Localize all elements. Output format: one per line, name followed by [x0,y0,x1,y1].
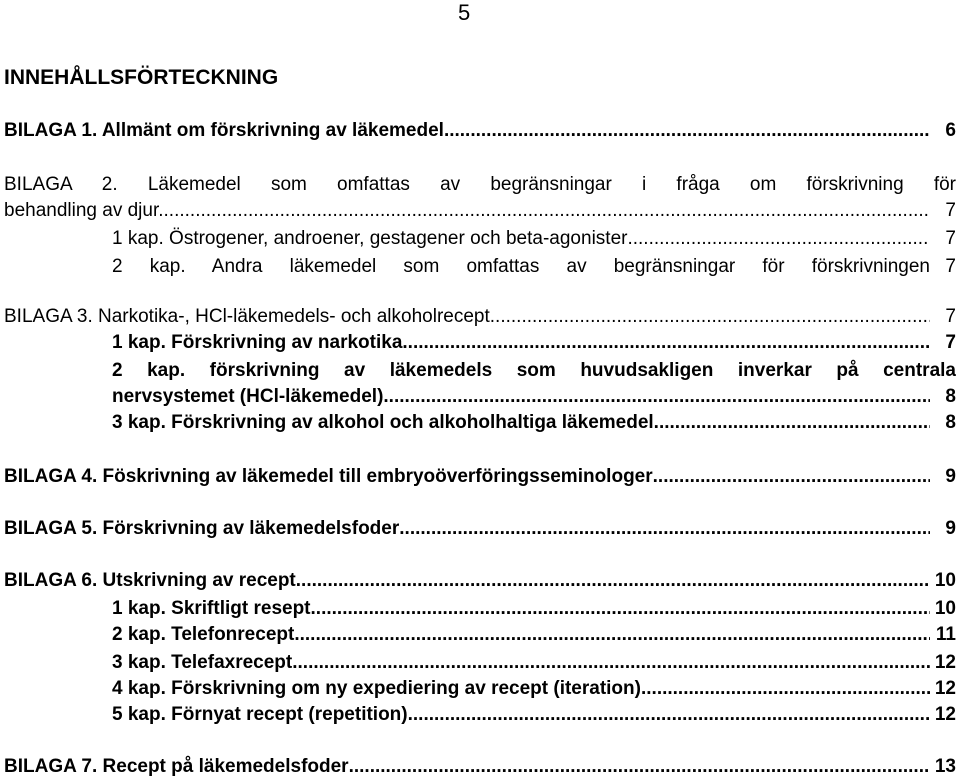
toc-entry-page: 7 [945,256,956,277]
toc-entry-bilaga-6-kap-1[interactable] [4,596,956,622]
toc-entry-page: 12 [934,678,956,699]
dot-leader [490,304,930,330]
toc-entry-page: 8 [945,386,956,407]
toc-entry-page: 11 [935,624,956,645]
toc-entry-label: 1 kap. Förskrivning av narkotika [112,332,403,353]
toc-entry-bilaga-3[interactable] [4,304,956,330]
toc-entry-label: BILAGA 6. Utskrivning av recept [4,570,296,591]
toc-entry-bilaga-6-kap-4[interactable] [4,676,956,702]
toc-entry-label: 3 kap. Förskrivning av alkohol och alkoholhaltiga läkemedel [112,412,654,433]
dot-leader [294,622,930,648]
toc-entry-label: BILAGA 1. Allmänt om förskrivning av läkemedel [4,120,444,141]
page-number: 5 [458,0,471,25]
dot-leader [402,330,930,356]
toc-entry-page: 9 [945,518,956,539]
toc-entry-label: 2 kap. förskrivning av läkemedels som huvudsakligen inverkar på centrala [112,360,956,381]
toc-entry-bilaga-5[interactable] [4,516,956,542]
toc-entry-bilaga-2-kap-2[interactable] [4,254,956,280]
toc-entry-page: 10 [934,598,956,619]
toc-entry-label: behandling av djur. [4,200,164,221]
toc-entry-label: BILAGA 5. Förskrivning av läkemedelsfoder [4,518,400,539]
dot-leader [408,702,930,728]
toc-entry-bilaga-3-kap-1[interactable] [4,330,956,356]
dot-leader [164,198,930,224]
toc-entry-page: 12 [934,652,956,673]
toc-entry-label: 5 kap. Förnyat recept (repetition) [112,704,408,725]
toc-entry-bilaga-1[interactable] [4,118,956,144]
toc-entry-page: 8 [945,412,956,433]
toc-entry-page: 9 [945,466,956,487]
toc-entry-bilaga-6[interactable] [4,568,956,594]
toc-entry-bilaga-2-kap-1[interactable] [4,226,956,252]
toc-entry-label: BILAGA 2. Läkemedel som omfattas av begränsningar i fråga om förskrivning för [4,174,956,195]
toc-entry-page: 13 [934,756,956,777]
dot-leader [653,464,930,490]
dot-leader [641,676,930,702]
toc-entry-label: 3 kap. Telefaxrecept [112,652,293,673]
toc-entry-label: 2 kap. Andra läkemedel som omfattas av begränsningar för förskrivningen [112,256,930,277]
toc-entry-page: 6 [945,120,956,141]
toc-entry-bilaga-4[interactable] [4,464,956,490]
dot-leader [292,650,930,676]
dot-leader [654,410,930,436]
toc-entry-bilaga-2[interactable] [4,172,956,198]
toc-entry-page: 7 [945,306,956,327]
toc-entry-page: 7 [945,228,956,249]
toc-entry-bilaga-2-cont[interactable] [4,198,956,224]
toc-entry-label: nervsystemet (HCl-läkemedel) [112,386,384,407]
toc-entry-label: 1 kap. Östrogener, androener, gestagener och beta-agonister [112,228,628,249]
toc-title: INNEHÅLLSFÖRTECKNING [4,66,279,89]
toc-entry-bilaga-3-kap-2[interactable] [4,358,956,384]
dot-leader [311,596,930,622]
toc-entry-page: 7 [945,332,956,353]
toc-entry-label: BILAGA 4. Föskrivning av läkemedel till embryoöverföringsseminologer [4,466,653,487]
toc-entry-label: 2 kap. Telefonrecept [112,624,295,645]
dot-leader [444,118,930,144]
toc-entry-bilaga-3-kap-2-cont[interactable] [4,384,956,410]
toc-entry-bilaga-6-kap-5[interactable] [4,702,956,728]
toc-entry-bilaga-7[interactable] [4,754,956,780]
toc-entry-page: 12 [934,704,956,725]
dot-leader [399,516,930,542]
toc-entry-bilaga-6-kap-2[interactable] [4,622,956,648]
toc-entry-page: 7 [945,200,956,221]
dot-leader [383,384,930,410]
toc-entry-label: 1 kap. Skriftligt resept [112,598,311,619]
toc-entry-label: 4 kap. Förskrivning om ny expediering av recept (iteration) [112,678,641,699]
dot-leader [296,568,930,594]
dot-leader [627,226,930,252]
toc-entry-label: BILAGA 3. Narkotika-, HCl-läkemedels- och alkoholrecept [4,306,490,327]
toc-entry-page: 10 [934,570,956,591]
toc-entry-label: BILAGA 7. Recept på läkemedelsfoder [4,756,349,777]
toc-entry-bilaga-6-kap-3[interactable] [4,650,956,676]
toc-entry-bilaga-3-kap-3[interactable] [4,410,956,436]
dot-leader [349,754,930,780]
